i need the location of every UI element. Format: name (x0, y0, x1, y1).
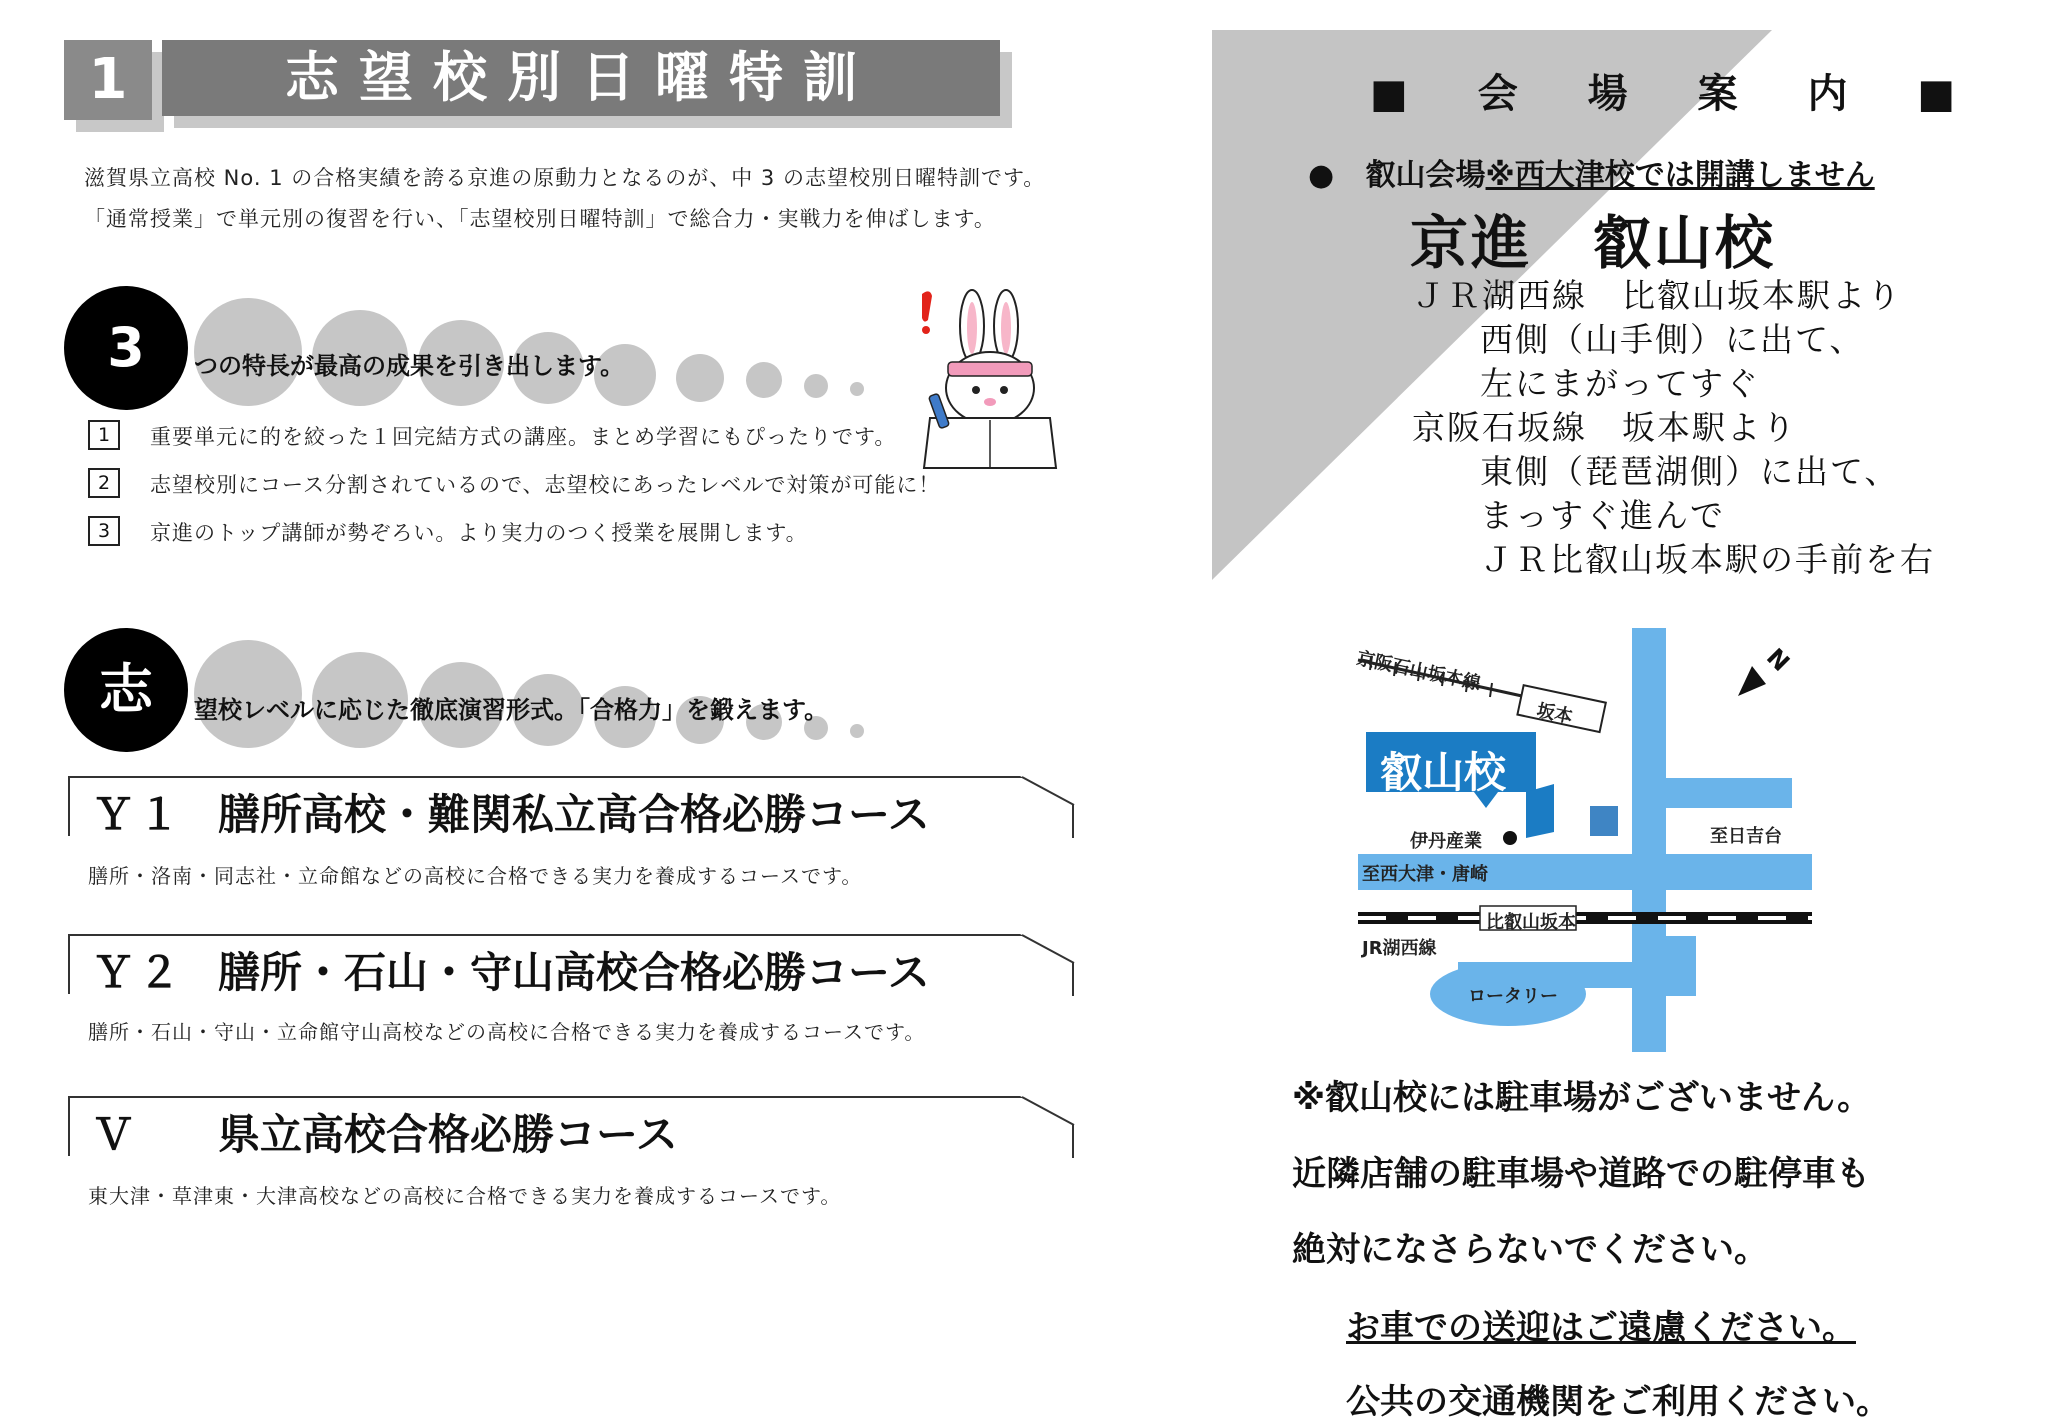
course-title: 膳所高校・難関私立高合格必勝コース (218, 790, 930, 839)
map-label-sakamoto-station: 坂本 (1534, 699, 1575, 728)
direction-line: ＪＲ湖西線 比叡山坂本駅より (1412, 276, 1902, 315)
direction-line: 左にまがってすぐ (1480, 364, 1760, 403)
rabbit-mascot-illustration (910, 284, 1068, 480)
direction-line: ＪＲ比叡山坂本駅の手前を右 (1480, 540, 1935, 579)
venue-note: ※西大津校では開講しません (1485, 158, 1875, 193)
bullet-icon: ● (1308, 158, 1335, 193)
access-map (1336, 622, 1812, 1052)
course-description: 膳所・石山・守山・立命館守山高校などの高校に合格できる実力を養成するコースです。 (88, 1020, 926, 1044)
course-title: 県立高校合格必勝コース (218, 1110, 678, 1159)
venue-subheading (1308, 150, 1875, 194)
note-line: 絶対になさらないでください。 (1292, 1230, 1768, 1270)
section-title: 志望校別日曜特訓 (162, 40, 1000, 116)
bubble-decoration (850, 724, 864, 738)
course-description: 膳所・洛南・同志社・立命館などの高校に合格できる実力を養成するコースです。 (88, 864, 863, 888)
direction-line: 京阪石坂線 坂本駅より (1412, 408, 1797, 447)
map-label-jr-line: JR湖西線 (1362, 938, 1437, 959)
direction-line: まっすぐ進んで (1480, 496, 1725, 535)
course-code: Ｙ１ (92, 790, 185, 839)
feature-text: 志望校別にコース分割されているので、志望校にあったレベルで対策が可能に！ (150, 473, 941, 497)
bubble-decoration (746, 362, 782, 398)
direction-line: 西側（山手側）に出て、 (1480, 320, 1865, 359)
school-name: 京進 叡山校 (1410, 209, 1777, 277)
map-label-to-nishiotsu: 至西大津・唐崎 (1362, 864, 1488, 885)
direction-line: 東側（琵琶湖側）に出て、 (1480, 452, 1900, 491)
features-badge: 3 (64, 286, 188, 410)
bubble-decoration (676, 354, 724, 402)
course-description: 東大津・草津東・大津高校などの高校に合格できる実力を養成するコースです。 (88, 1184, 842, 1208)
bubble-decoration (850, 382, 864, 396)
intro-paragraph: 滋賀県立高校 No. 1 の合格実績を誇る京進の原動力となるのが、中 3 の志望校別日曜特訓です。「通常授業」で単元別の復習を行い、「志望校別日曜特訓」で総合力・実戦力を伸ばします。 (84, 166, 1046, 231)
course-box-edge (1072, 804, 1074, 838)
map-school-label: 叡山校 (1380, 748, 1507, 797)
practice-heading: 望校レベルに応じた徹底演習形式。「合格力」を鍛えます。 (194, 696, 829, 724)
course-box-corner (1020, 776, 1076, 808)
course-box-corner (1020, 934, 1076, 966)
course-code: Ｙ２ (92, 948, 185, 997)
course-box-corner (1020, 1096, 1076, 1128)
bubble-decoration (804, 374, 828, 398)
map-label-rotary: ロータリー (1468, 986, 1558, 1007)
course-box-edge (1072, 1124, 1074, 1158)
map-label-keihan-line: 京阪石山坂本線 (1354, 647, 1483, 695)
practice-badge: 志 (64, 628, 188, 752)
map-label-landmark: 伊丹産業 (1410, 831, 1482, 852)
north-arrow-icon: N (1761, 642, 1796, 678)
note-line: 近隣店舗の駐車場や道路での駐停車も (1292, 1154, 1870, 1194)
venue-heading: ■ 会 場 案 内 ■ (1370, 71, 1984, 117)
feature-number: 2 (88, 468, 120, 498)
feature-number: 1 (88, 420, 120, 450)
note-line: ※叡山校には駐車場がございません。 (1292, 1078, 1872, 1118)
map-label-hieizan-station: 比叡山坂本 (1486, 912, 1576, 933)
venue-label: 叡山会場 (1365, 158, 1486, 193)
feature-text: 重要単元に的を絞った１回完結方式の講座。まとめ学習にもぴったりです。 (150, 425, 897, 449)
feature-number: 3 (88, 516, 120, 546)
feature-text: 京進のトップ講師が勢ぞろい。より実力のつく授業を展開します。 (150, 521, 808, 545)
note-line: 公共の交通機関をご利用ください。 (1346, 1382, 1890, 1422)
section-number: 1 (64, 40, 152, 120)
features-heading: つの特長が最高の成果を引き出します。 (194, 352, 625, 380)
course-box-edge (1072, 962, 1074, 996)
course-code: Ｖ (92, 1110, 139, 1159)
course-title: 膳所・石山・守山高校合格必勝コース (218, 948, 930, 997)
note-line: お車での送迎はご遠慮ください。 (1346, 1308, 1856, 1348)
map-label-to-hiyoshi: 至日吉台 (1710, 826, 1782, 847)
